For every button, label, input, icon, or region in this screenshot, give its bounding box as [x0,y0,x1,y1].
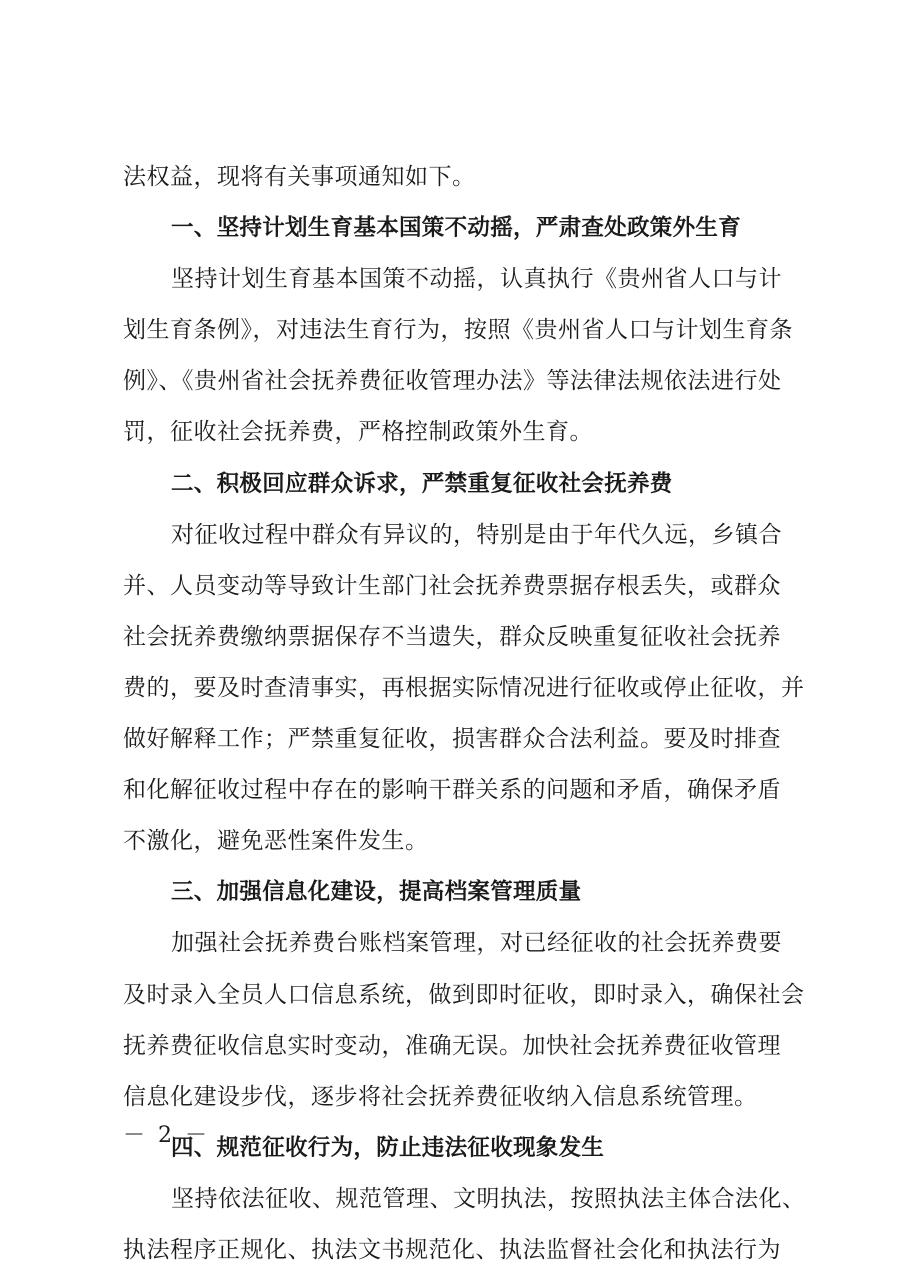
document-body [123,152,806,1276]
paragraph-line: 信息化建设步伐，逐步将社会抚养费征收纳入信息系统管理。 [123,1083,758,1110]
paragraph-line: 划生育条例》，对违法生育行为，按照《贵州省人口与计划生育条 [123,317,793,344]
paragraph-line: 坚持计划生育基本国策不动摇，认真执行《贵州省人口与计 [171,266,782,293]
paragraph-line: 及时录入全员人口信息系统，做到即时征收，即时录入，确保社会 [123,981,805,1008]
paragraph-line: 罚，征收社会抚养费，严格控制政策外生育。 [123,419,593,446]
paragraph-line: 例》、《贵州省社会抚养费征收管理办法》等法律法规依法进行处 [123,368,782,395]
paragraph-line: 做好解释工作；严禁重复征收，损害群众合法利益。要及时排查 [123,726,781,753]
paragraph-line: 和化解征收过程中存在的影响干群关系的问题和矛盾，确保矛盾 [123,777,781,804]
paragraph-line: 坚持依法征收、规范管理、文明执法，按照执法主体合法化、 [171,1185,806,1212]
page-number: － 2 － [123,1123,210,1148]
section-heading: 一、坚持计划生育基本国策不动摇，严肃查处政策外生育 [171,215,742,242]
paragraph-line: 对征收过程中群众有异议的，特别是由于年代久远，乡镇合 [171,521,782,548]
paragraph-line: 不激化，避免恶性案件发生。 [123,828,429,855]
paragraph-line: 社会抚养费缴纳票据保存不当遗失，群众反映重复征收社会抚养 [123,623,781,650]
section-heading: 二、积极回应群众诉求，严禁重复征收社会抚养费 [171,470,673,497]
paragraph-line: 抚养费征收信息实时变动，准确无误。加快社会抚养费征收管理 [123,1032,781,1059]
paragraph-line: 费的，要及时查清事实，再根据实际情况进行征收或停止征收，并 [123,674,805,701]
paragraph-line: 执法程序正规化、执法文书规范化、执法监督社会化和执法行为 [123,1236,781,1263]
paragraph-line: 法权益，现将有关事项通知如下。 [123,164,476,190]
section-heading: 四、规范征收行为，防止违法征收现象发生 [171,1134,605,1161]
section-heading: 三、加强信息化建设，提高档案管理质量 [171,879,582,906]
paragraph-line: 并、人员变动等导致计生部门社会抚养费票据存根丢失，或群众 [123,572,781,599]
paragraph-line: 加强社会抚养费台账档案管理，对已经征收的社会抚养费要 [171,930,782,957]
